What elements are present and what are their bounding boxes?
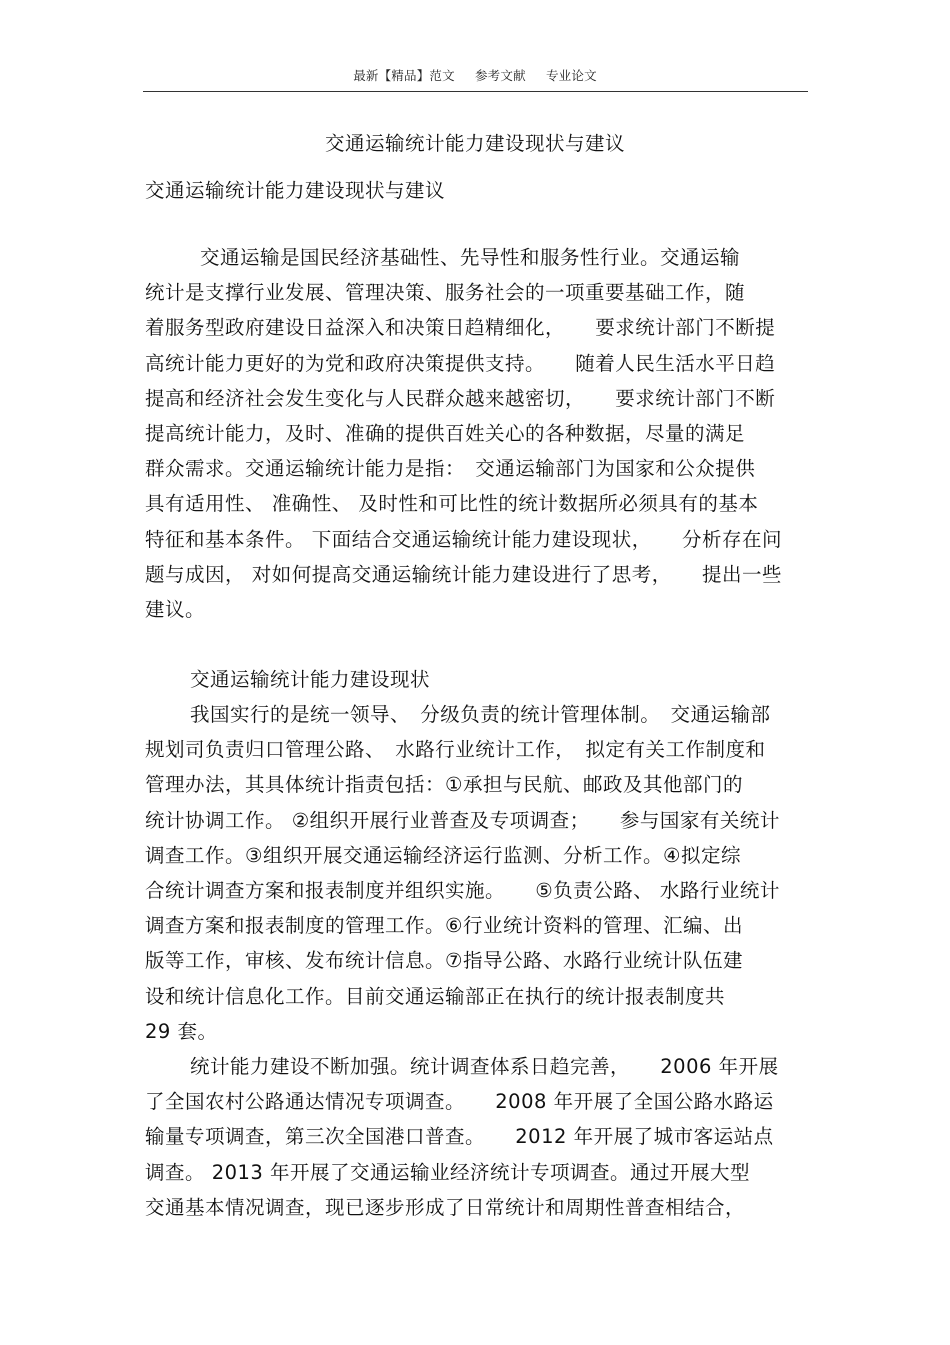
text-line: 我国实行的是统一领导、 分级负责的统计管理体制。 交通运输部 bbox=[190, 703, 771, 726]
text-line: 提高和经济社会发生变化与人民群众越来越密切， 要求统计部门不断 bbox=[145, 386, 776, 410]
text-line: 群众需求。交通运输统计能力是指： 交通运输部门为国家和公众提供 bbox=[145, 457, 756, 481]
text-line: 调查。 2013 年开展了交通运输业经济统计专项调查。通过开展大型 bbox=[145, 1160, 751, 1184]
document-subtitle: 交通运输统计能力建设现状与建议 bbox=[145, 179, 446, 202]
text-line: 特征和基本条件。 下面结合交通运输统计能力建设现状， 分析存在问 bbox=[145, 527, 782, 551]
text-line: 调查工作。③组织开展交通运输经济运行监测、分析工作。④拟定综 bbox=[145, 843, 741, 867]
text-line: 统计能力建设不断加强。统计调查体系日趋完善， 2006 年开展 bbox=[190, 1055, 779, 1078]
text-line: 建议。 bbox=[145, 597, 206, 621]
text-line: 统计是支撑行业发展、管理决策、服务社会的一项重要基础工作，随 bbox=[145, 281, 746, 305]
section-heading-text: 交通运输统计能力建设现状 bbox=[190, 668, 431, 691]
text-line: 合统计调查方案和报表制度并组织实施。 ⑤负责公路、 水路行业统计 bbox=[145, 878, 780, 902]
section-heading bbox=[145, 662, 805, 697]
document-title: 交通运输统计能力建设现状与建议 bbox=[324, 132, 625, 155]
paragraph-capacity bbox=[145, 1049, 805, 1225]
header-item: 最新【精品】范文 bbox=[353, 68, 455, 83]
paragraph-intro bbox=[145, 240, 805, 627]
paragraph-status bbox=[145, 697, 805, 1049]
page-header bbox=[0, 66, 950, 84]
text-line: 输量专项调查，第三次全国港口普查。 2012 年开展了城市客运站点 bbox=[145, 1125, 774, 1149]
text-line: 提高统计能力，及时、准确的提供百姓关心的各种数据，尽量的满足 bbox=[145, 421, 746, 445]
text-line: 交通基本情况调查，现已逐步形成了日常统计和周期性普查相结合， bbox=[145, 1195, 746, 1219]
text-line: 统计协调工作。 ②组织开展行业普查及专项调查； 参与国家有关统计 bbox=[145, 808, 780, 832]
text-line: 具有适用性、 准确性、 及时性和可比性的统计数据所必须具有的基本 bbox=[145, 492, 759, 516]
text-line: 规划司负责归口管理公路、 水路行业统计工作， 拟定有关工作制度和 bbox=[145, 738, 766, 762]
text-line: 着服务型政府建设日益深入和决策日趋精细化， 要求统计部门不断提 bbox=[145, 316, 776, 340]
text-line: 交通运输是国民经济基础性、先导性和服务性行业。交通运输 bbox=[200, 246, 741, 269]
text-line: 版等工作，审核、发布统计信息。⑦指导公路、水路行业统计队伍建 bbox=[145, 949, 743, 973]
header-divider bbox=[143, 91, 808, 92]
header-item: 参考文献 bbox=[474, 68, 526, 83]
text-line: 设和统计信息化工作。目前交通运输部正在执行的统计报表制度共 bbox=[145, 984, 726, 1008]
text-line: 了全国农村公路通达情况专项调查。 2008 年开展了全国公路水路运 bbox=[145, 1090, 774, 1114]
header-item: 专业论文 bbox=[545, 68, 597, 83]
text-line: 管理办法，其具体统计指责包括：①承担与民航、邮政及其他部门的 bbox=[145, 773, 743, 797]
text-line: 题与成因， 对如何提高交通运输统计能力建设进行了思考， 提出一些 bbox=[145, 562, 782, 586]
text-line: 调查方案和报表制度的管理工作。⑥行业统计资料的管理、汇编、出 bbox=[145, 914, 743, 938]
text-line: 高统计能力更好的为党和政府决策提供支持。 随着人民生活水平日趋 bbox=[145, 351, 776, 375]
text-line: 29 套。 bbox=[145, 1019, 218, 1043]
